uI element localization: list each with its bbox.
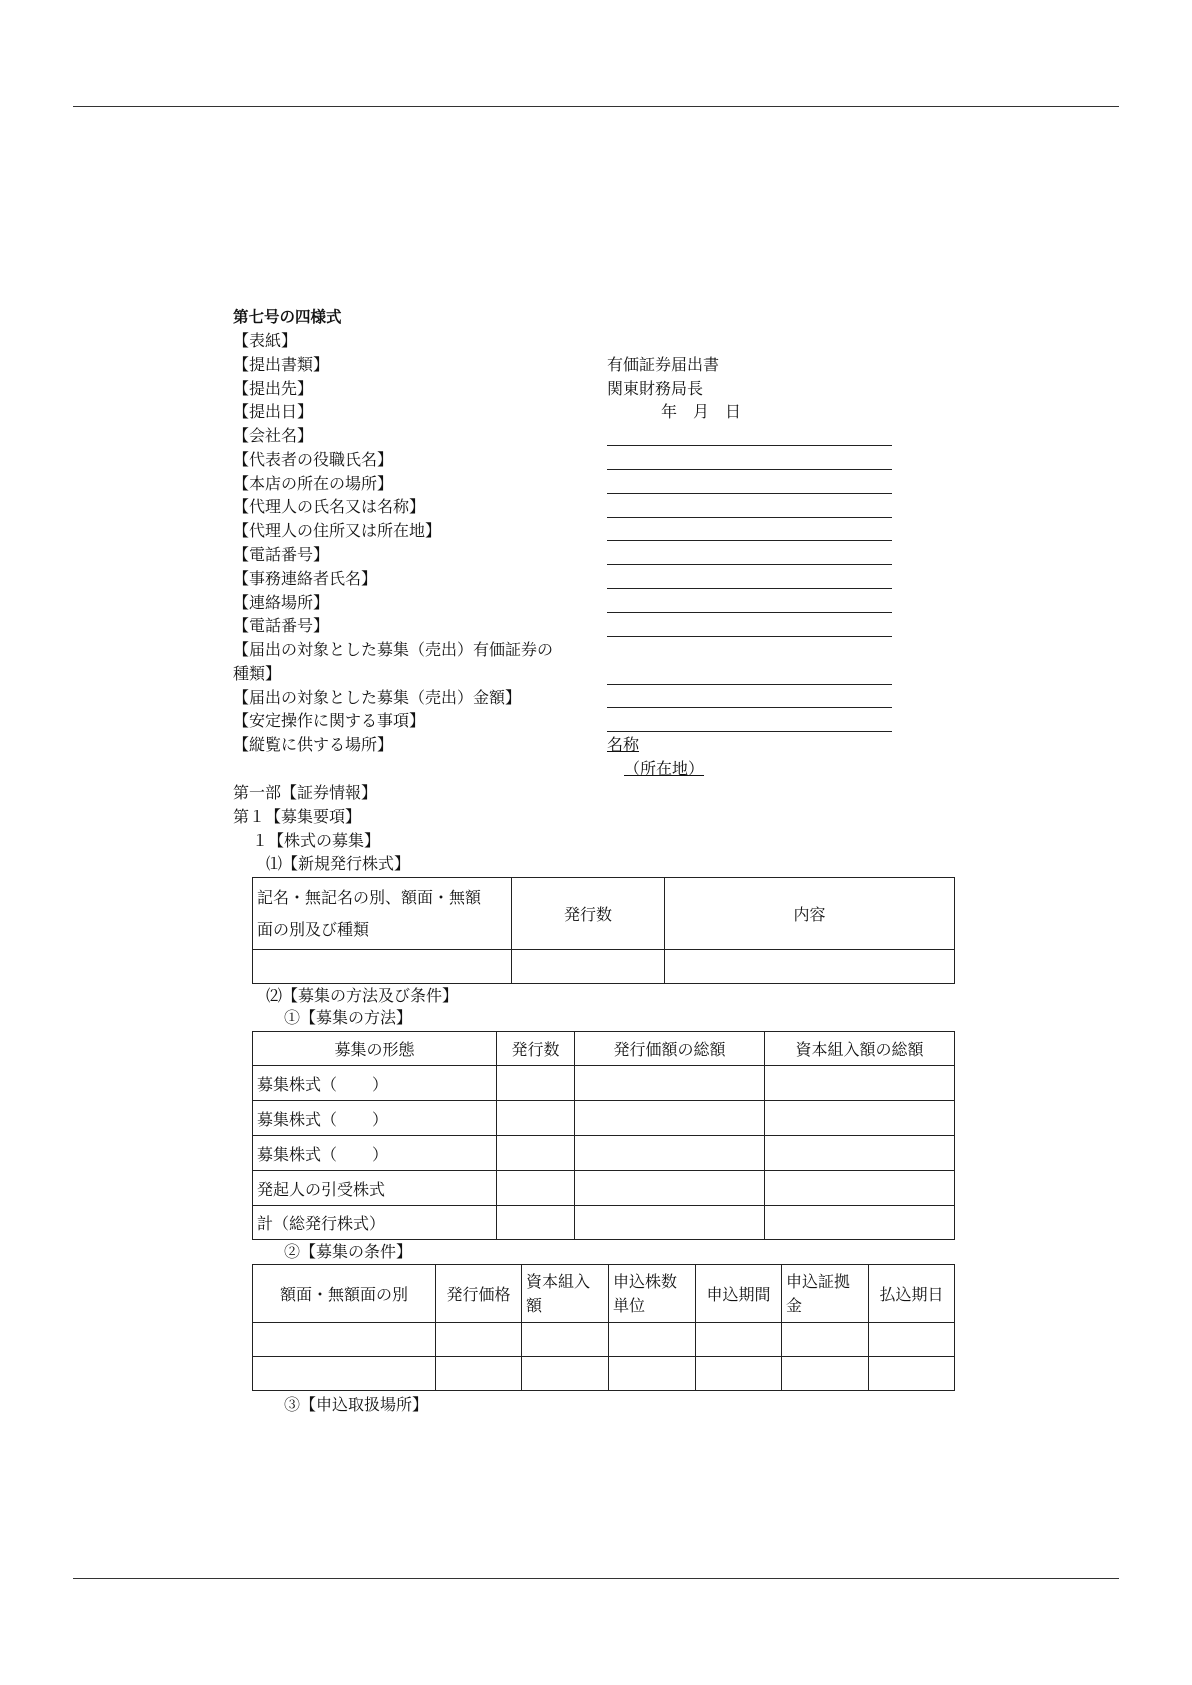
item-subheading: ③【申込取扱場所】 [284, 1395, 429, 1414]
item-heading: ⑴【新規発行株式】 [266, 854, 411, 873]
fill-in-line [607, 469, 892, 470]
cover-value-place-address: （所在地） [624, 759, 705, 778]
fill-in-line [607, 517, 892, 518]
fill-in-line [607, 588, 892, 589]
table-cell [869, 1323, 955, 1357]
cover-value-document-type: 有価証券届出書 [607, 355, 720, 374]
table-cell [497, 1136, 575, 1171]
cover-label: 種類】 [233, 664, 282, 683]
table-row-label: 計（総発行株式） [253, 1206, 497, 1240]
fill-in-line [607, 684, 892, 685]
table-cell [696, 1323, 782, 1357]
fill-in-line [607, 540, 892, 541]
cover-label: 【代表者の役職氏名】 [233, 450, 394, 469]
cover-value-place-name: 名称 [607, 735, 640, 754]
table-header-cell: 内容 [665, 878, 955, 950]
cover-label: 【電話番号】 [233, 616, 330, 635]
new-shares-table [252, 877, 955, 984]
table-cell [665, 950, 955, 984]
table-cell [253, 1357, 436, 1391]
cover-label: 【会社名】 [233, 426, 314, 445]
table-cell [436, 1357, 522, 1391]
table-cell [497, 1066, 575, 1101]
table-cell [609, 1357, 696, 1391]
table-cell [765, 1136, 955, 1171]
table-header-cell: 記名・無記名の別、額面・無額 面の別及び種類 [253, 878, 512, 950]
cover-label: 【安定操作に関する事項】 [233, 711, 426, 730]
table-cell [497, 1171, 575, 1206]
table-header-cell: 申込株数単位 [609, 1265, 696, 1323]
table-header-cell: 募集の形態 [253, 1032, 497, 1066]
header-rule [73, 106, 1119, 107]
fill-in-line [607, 493, 892, 494]
table-cell [575, 1101, 765, 1136]
fill-in-line [607, 636, 892, 637]
table-header-cell: 資本組入額 [522, 1265, 609, 1323]
table-cell [522, 1323, 609, 1357]
table-cell [497, 1206, 575, 1240]
cover-value-recipient: 関東財務局長 [607, 379, 704, 398]
table-cell [765, 1206, 955, 1240]
table-cell [575, 1206, 765, 1240]
cover-label: 【電話番号】 [233, 545, 330, 564]
table-cell [869, 1357, 955, 1391]
cover-label: 【事務連絡者氏名】 [233, 569, 378, 588]
offering-method-table [252, 1031, 955, 1240]
table-row-label: 募集株式（ ） [253, 1136, 497, 1171]
table-cell [575, 1066, 765, 1101]
cover-label: 【届出の対象とした募集（売出）金額】 [233, 688, 522, 707]
table-cell [575, 1136, 765, 1171]
item-subheading: ①【募集の方法】 [284, 1008, 413, 1027]
cover-label: 【提出書類】 [233, 355, 330, 374]
item-subheading: ②【募集の条件】 [284, 1242, 413, 1261]
cover-label: 【連絡場所】 [233, 593, 330, 612]
cover-value-date: 年 月 日 [661, 402, 742, 421]
cover-label: 【提出日】 [233, 402, 314, 421]
table-header-cell: 発行数 [497, 1032, 575, 1066]
fill-in-line [607, 612, 892, 613]
cover-label: 【縦覧に供する場所】 [233, 735, 394, 754]
table-cell [253, 950, 512, 984]
table-cell [522, 1357, 609, 1391]
fill-in-line [607, 707, 892, 708]
table-header-cell: 払込期日 [869, 1265, 955, 1323]
form-title: 第七号の四様式 [233, 308, 342, 326]
table-row-label: 発起人の引受株式 [253, 1171, 497, 1206]
table-header-cell: 発行価格 [436, 1265, 522, 1323]
table-cell [782, 1323, 869, 1357]
table-header-cell: 発行数 [512, 878, 665, 950]
offering-conditions-table [252, 1264, 955, 1391]
cover-label: 【届出の対象とした募集（売出）有価証券の [233, 640, 554, 659]
subsection-heading: １【株式の募集】 [252, 831, 381, 850]
table-cell [765, 1101, 955, 1136]
table-header-cell: 発行価額の総額 [575, 1032, 765, 1066]
part-heading: 第一部【証券情報】 [233, 783, 378, 802]
table-cell [253, 1323, 436, 1357]
cover-label: 【提出先】 [233, 379, 314, 398]
table-cell [575, 1171, 765, 1206]
table-cell [765, 1171, 955, 1206]
table-cell [436, 1323, 522, 1357]
table-header-cell: 額面・無額面の別 [253, 1265, 436, 1323]
cover-label: 【本店の所在の場所】 [233, 474, 394, 493]
table-row-label: 募集株式（ ） [253, 1101, 497, 1136]
table-cell [765, 1066, 955, 1101]
table-cell [512, 950, 665, 984]
table-header-cell: 申込証拠金 [782, 1265, 869, 1323]
table-header-cell: 申込期間 [696, 1265, 782, 1323]
fill-in-line [607, 564, 892, 565]
fill-in-line [607, 731, 892, 732]
table-cell [696, 1357, 782, 1391]
table-cell [782, 1357, 869, 1391]
cover-label: 【代理人の氏名又は名称】 [233, 497, 426, 516]
table-header-cell: 資本組入額の総額 [765, 1032, 955, 1066]
fill-in-line [607, 445, 892, 446]
footer-rule [73, 1578, 1119, 1579]
table-cell [609, 1323, 696, 1357]
item-heading: ⑵【募集の方法及び条件】 [266, 986, 459, 1005]
table-row-label: 募集株式（ ） [253, 1066, 497, 1101]
cover-label: 【代理人の住所又は所在地】 [233, 521, 442, 540]
table-cell [497, 1101, 575, 1136]
cover-heading: 【表紙】 [233, 331, 298, 350]
section-heading: 第１【募集要項】 [233, 807, 362, 826]
